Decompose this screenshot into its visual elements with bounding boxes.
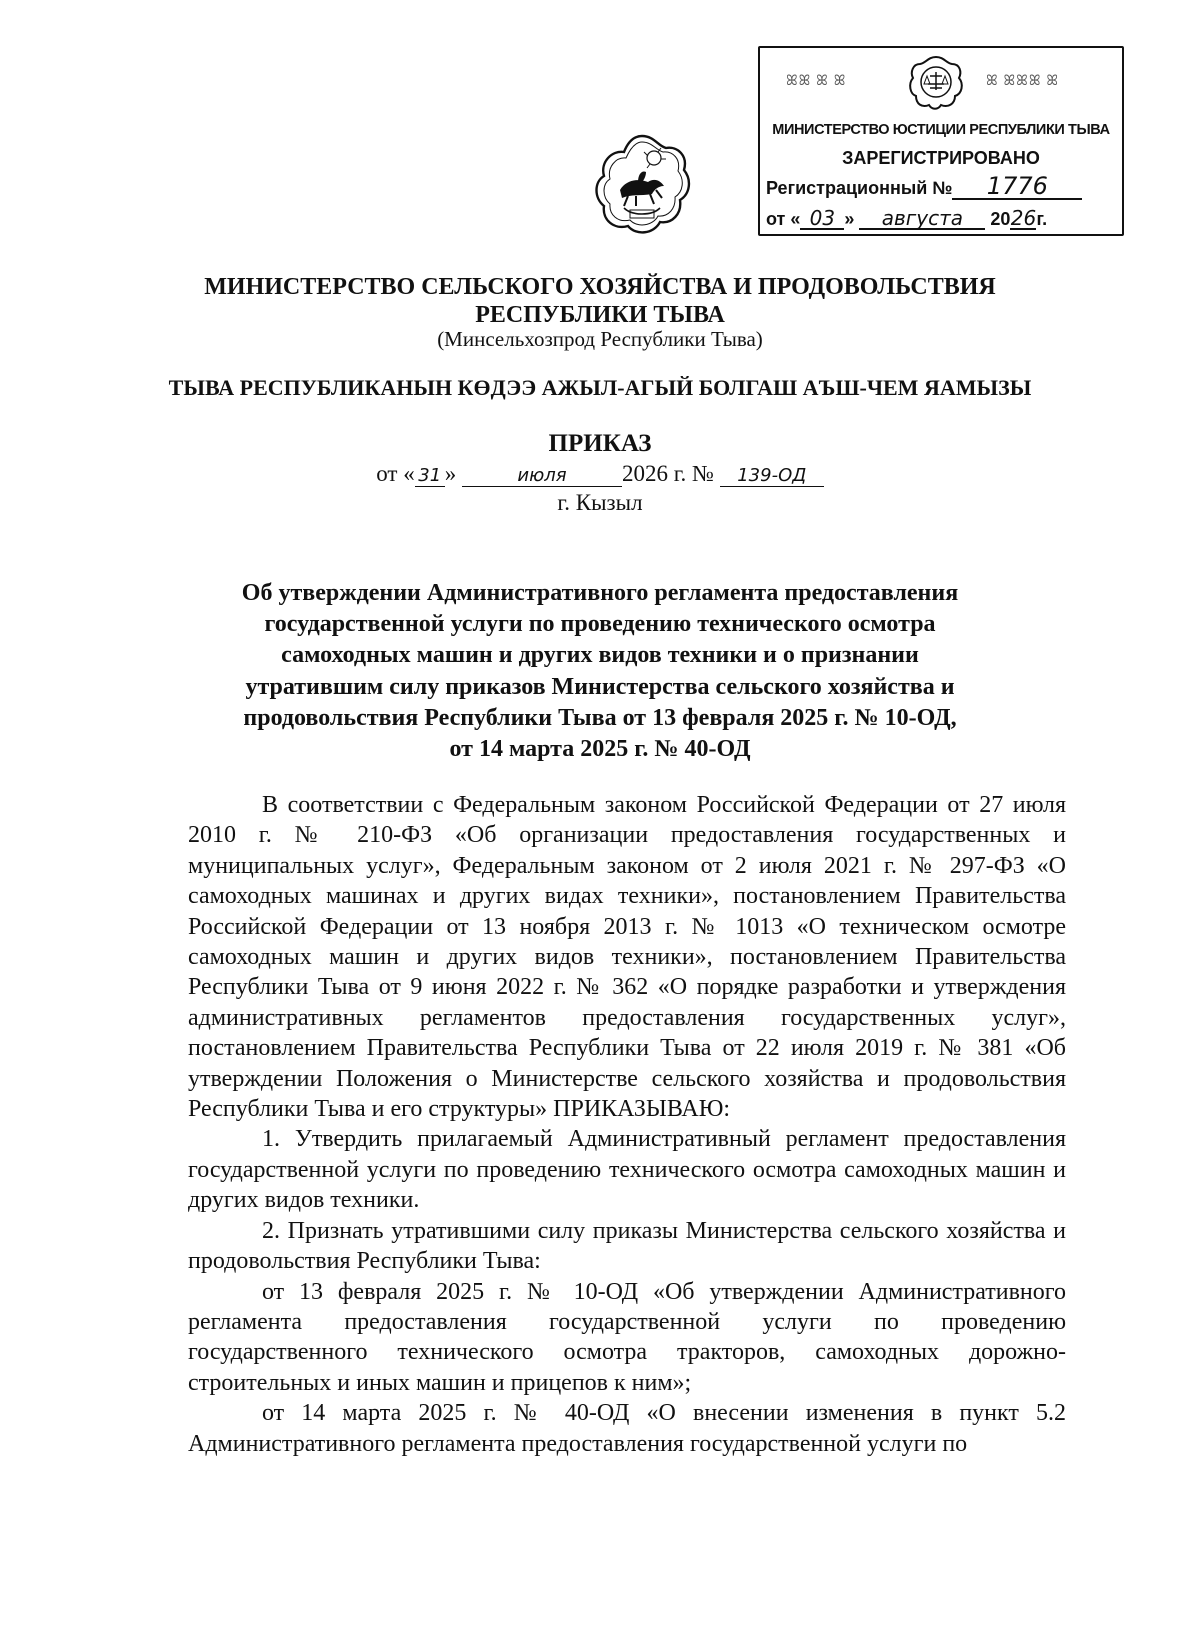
order-date-number-line — [0, 461, 1200, 487]
order-year-text: 2026 г. № — [621, 461, 715, 486]
order-city: г. Кызыл — [557, 490, 643, 515]
order-month: июля — [462, 466, 622, 487]
stamp-date-day: 03 — [800, 208, 844, 230]
organization-short-name: (Минсельхозпрод Республики Тыва) — [437, 327, 763, 351]
stamp-ministry-name: МИНИСТЕРСТВО ЮСТИЦИИ РЕСПУБЛИКИ ТЫВА — [772, 122, 1110, 138]
subject-line: государственной услуги по проведению технического осмотра — [264, 611, 936, 638]
body-paragraph-repealed-order-1: от 13 февраля 2025 г. № 10-ОД «Об утверждении Административного регламента предоставления государственной услуги по проведению государственного технического осмотра тракторов, самоходных дорожно-строительных и иных машин и прицепов к ним»; — [188, 1278, 1066, 1396]
stamp-status: ЗАРЕГИСТРИРОВАНО — [842, 148, 1040, 168]
order-body — [188, 790, 1066, 1459]
stamp-ornament-left: ꕤꕤ ꕤ ꕤ — [786, 72, 847, 88]
order-date-prefix: от « — [376, 461, 415, 486]
body-paragraph-repealed-order-2: от 14 марта 2025 г. № 40-ОД «О внесении изменения в пункт 5.2 Административного регламента предоставления государственной услуги по — [188, 1400, 1066, 1457]
subject-line: утратившим силу приказов Министерства сельского хозяйства и — [245, 673, 955, 700]
organization-title — [0, 273, 1200, 329]
registration-stamp — [758, 46, 1124, 236]
stamp-ornament-right: ꕤ ꕤꕤꕤ ꕤ — [986, 72, 1060, 88]
stamp-date-prefix: от « — [766, 209, 801, 229]
body-paragraph-item-2: 2. Признать утратившими силу приказы Министерства сельского хозяйства и продовольствия Республики Тыва: — [188, 1217, 1066, 1275]
organization-title-tyvan: ТЫВА РЕСПУБЛИКАНЫН КӨДЭЭ АЖЫЛ-АГЫЙ БОЛГАШ АЪШ-ЧЕМ ЯАМЫЗЫ — [168, 375, 1032, 400]
order-subject — [150, 578, 1050, 765]
russian-emblem-icon — [908, 54, 964, 110]
stamp-date-line — [766, 208, 1047, 230]
subject-line: продовольствия Республики Тыва от 13 февраля 2025 г. № 10-ОД, — [243, 704, 957, 731]
stamp-date-year: 26 — [1010, 206, 1037, 230]
body-paragraph-preamble: В соответствии с Федеральным законом Российской Федерации от 27 июля 2010 г. № 210-ФЗ «Об организации предоставления государственных и муниципальных услуг», Федеральным законом от 2 июля 2021 г. № 297-ФЗ «О самоходных машинах и других видах техники», постановлением Правительства Российской Федерации от 13 ноября 2013 г. № 1013 «О техническом осмотре самоходных машин и других видов техники», постановлением Правительства Республики Тыва от 9 июня 2022 г. № 362 «О порядке разработки и утверждения административных регламентов предоставления государственных услуг», постановлением Правительства Республики Тыва от 22 июля 2019 г. № 381 «Об утверждении Положения о Министерстве сельского хозяйства и продовольствия Республики Тыва и его структуры» ПРИКАЗЫВАЮ: — [188, 792, 1066, 1123]
stamp-date-month: августа — [859, 208, 985, 230]
order-date-close: » — [444, 461, 457, 486]
body-paragraph-item-1: 1. Утвердить прилагаемый Административный регламент предоставления государственной услуги по проведению технического осмотра самоходных машин и других видов техники. — [188, 1126, 1066, 1214]
subject-line: от 14 марта 2025 г. № 40-ОД — [449, 736, 751, 763]
stamp-reg-label: Регистрационный № — [766, 178, 953, 198]
order-day: 31 — [415, 466, 445, 487]
stamp-registration-line — [766, 174, 1082, 200]
order-title: ПРИКАЗ — [548, 430, 652, 457]
stamp-date-year-suffix: г. — [1036, 209, 1048, 229]
organization-title-line1: МИНИСТЕРСТВО СЕЛЬСКОГО ХОЗЯЙСТВА И ПРОДОВОЛЬСТВИЯ — [204, 274, 996, 300]
stamp-reg-number: 1776 — [952, 174, 1082, 200]
organization-title-line2: РЕСПУБЛИКИ ТЫВА — [475, 302, 725, 328]
stamp-date-year-prefix: 20 — [990, 209, 1011, 229]
order-number: 139-ОД — [720, 466, 824, 487]
subject-line: самоходных машин и других видов техники и о признании — [281, 642, 919, 669]
stamp-date-mid: » — [844, 209, 855, 229]
tuva-emblem-icon — [592, 132, 692, 242]
subject-line: Об утверждении Административного регламента предоставления — [241, 580, 959, 606]
